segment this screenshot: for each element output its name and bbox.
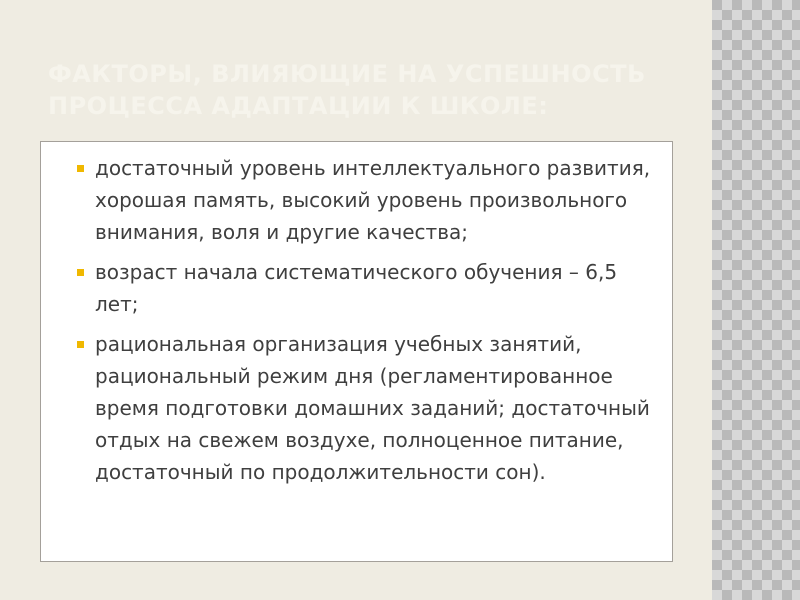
square-bullet-icon [77,269,84,276]
square-bullet-icon [77,165,84,172]
square-bullet-icon [77,341,84,348]
bullet-item [75,256,652,320]
decorative-pattern-strip [712,0,800,600]
slide-title: ФАКТОРЫ, ВЛИЯЮЩИЕ НА УСПЕШНОСТЬ ПРОЦЕССА АДАПТАЦИИ К ШКОЛЕ: [48,60,646,120]
bullet-text: рациональная организация учебных занятий, рациональный режим дня (регламентированное время подготовки домашних заданий; достаточный отдых на свежем воздухе, полноценное питание, достаточный по продолжительности сон). [95,332,650,484]
bullet-item [75,152,652,248]
bullet-item [75,328,652,488]
bullet-list [41,142,672,488]
bullet-text: возраст начала систематического обучения – 6,5 лет; [95,260,618,316]
content-box [40,141,673,562]
bullet-text: достаточный уровень интеллектуального развития, хорошая память, высокий уровень произвольного внимания, воля и другие качества; [95,156,651,244]
